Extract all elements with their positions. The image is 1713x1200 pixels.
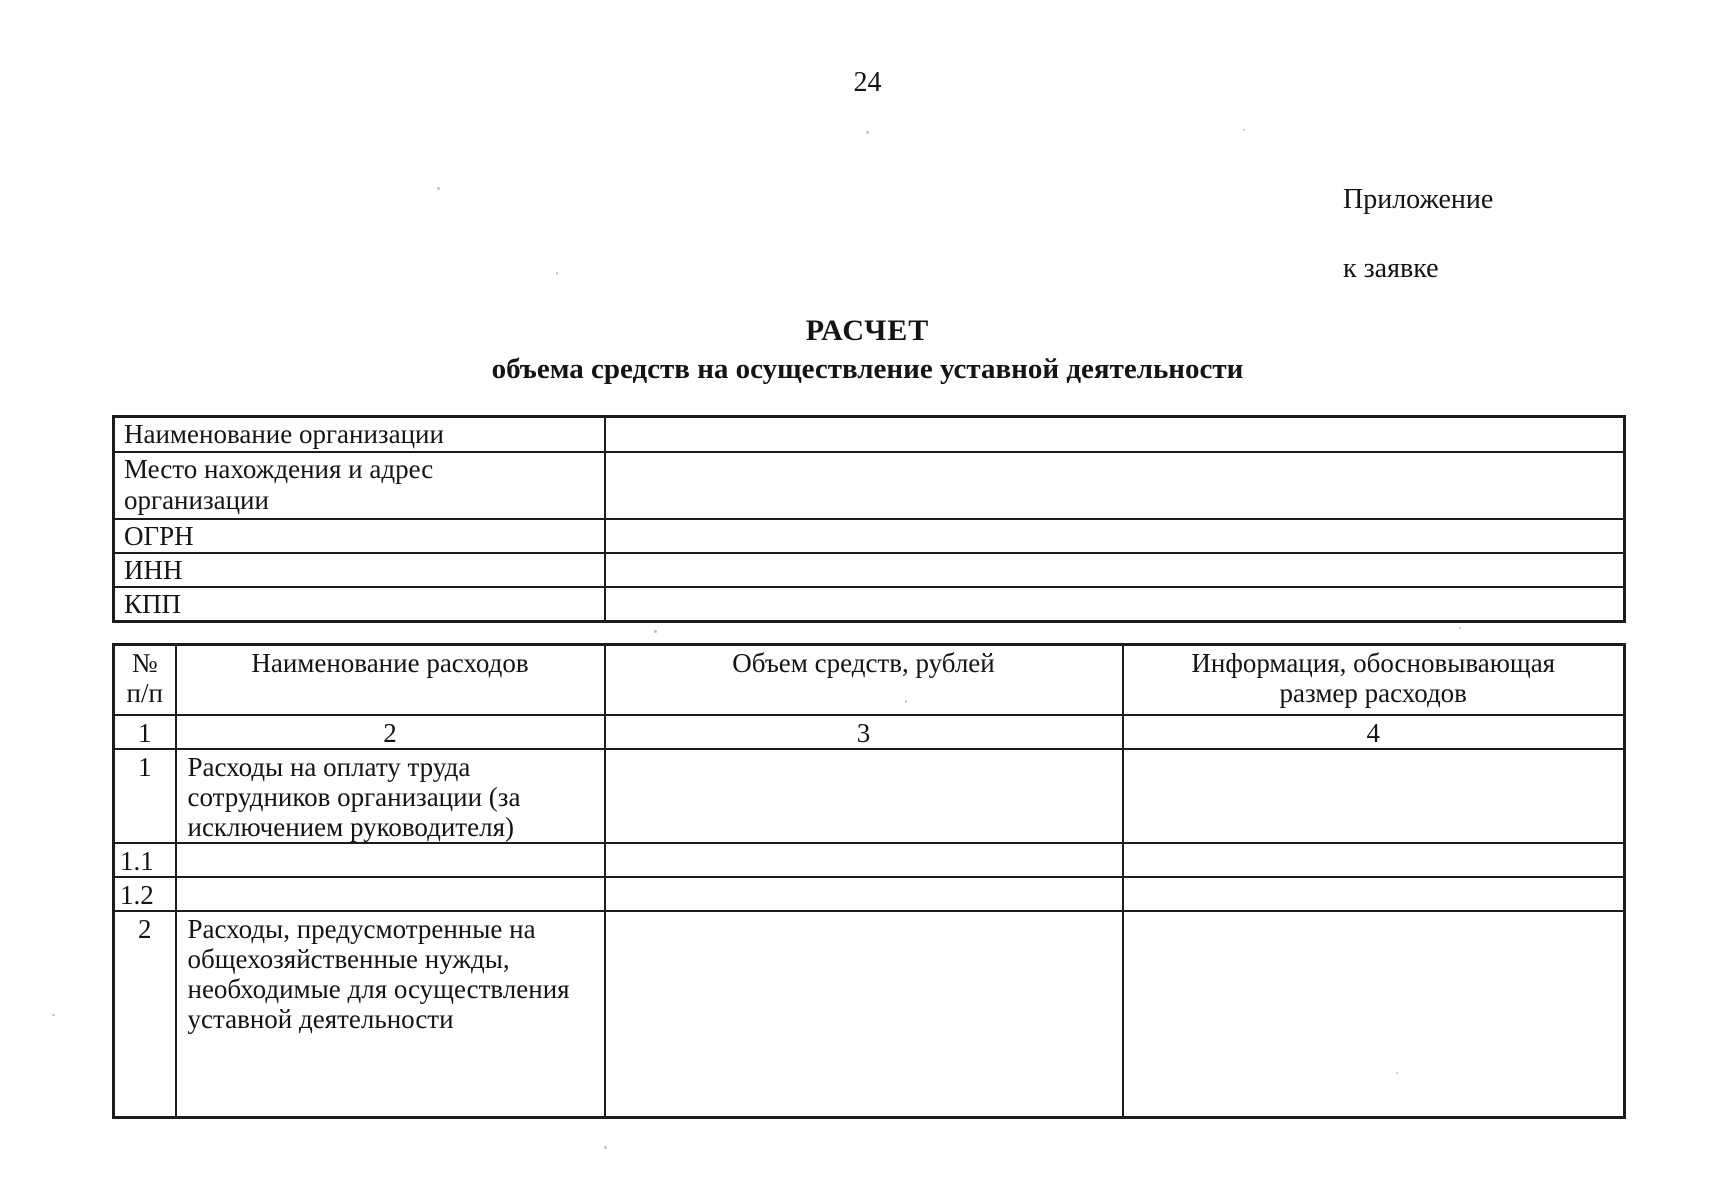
org-name-value-cell: [605, 417, 1625, 452]
header-amount: Объем средств, рублей: [605, 645, 1123, 715]
org-kpp-row: [114, 587, 1625, 622]
amount-cell: [605, 877, 1123, 911]
expense-name-cell: [176, 843, 605, 877]
org-address-label: Место нахождения и адрес организации: [114, 452, 605, 519]
header-justification: Информация, обосновывающая размер расходов: [1123, 645, 1625, 715]
org-kpp-label: КПП: [114, 587, 605, 622]
org-ogrn-value-cell: [605, 519, 1625, 553]
header-row-number: № п/п: [114, 645, 176, 715]
justification-cell: [1123, 843, 1625, 877]
row-number-cell: 1.1: [114, 843, 176, 877]
expense-name-cell: Расходы на оплату труда сотрудников организации (за исключением руководителя): [176, 749, 605, 843]
column-number-3: 3: [605, 715, 1123, 749]
appendix-label: Приложение: [1343, 184, 1494, 215]
scan-speck: [437, 187, 440, 190]
amount-cell: [605, 843, 1123, 877]
expense-row-1: [114, 749, 1625, 843]
expense-row-2: [114, 911, 1625, 1118]
expense-name-cell: Расходы, предусмотренные на общехозяйственные нужды, необходимые для осуществления уставной деятельности: [176, 911, 605, 1118]
org-name-label: Наименование организации: [114, 417, 605, 452]
scan-speck: [905, 700, 907, 703]
justification-cell: [1123, 877, 1625, 911]
scan-speck: [1459, 627, 1461, 629]
expenses-header-row: [114, 645, 1625, 715]
org-name-row: [114, 417, 1625, 452]
document-subtitle: объема средств на осуществление уставной деятельности: [491, 353, 1244, 385]
page-number: 24: [853, 67, 882, 98]
org-address-row: [114, 452, 1625, 519]
appendix-block: [1343, 183, 1493, 285]
expense-name-cell: [176, 877, 605, 911]
column-number-2: 2: [176, 715, 605, 749]
scan-speck: [556, 272, 558, 275]
scan-speck: [1243, 129, 1245, 131]
scan-speck: [1396, 1072, 1398, 1074]
scan-speck: [52, 1014, 55, 1016]
document-title: РАСЧЕТ: [805, 314, 930, 347]
org-ogrn-label: ОГРН: [114, 519, 605, 553]
org-inn-label: ИНН: [114, 553, 605, 587]
scan-speck: [604, 1146, 607, 1149]
appendix-target: к заявке: [1343, 253, 1439, 284]
org-inn-value-cell: [605, 553, 1625, 587]
expenses-table: [112, 643, 1626, 1119]
expense-row-1-1: [114, 843, 1625, 877]
row-number-cell: 1: [114, 749, 176, 843]
org-inn-row: [114, 553, 1625, 587]
amount-cell: [605, 911, 1123, 1118]
org-kpp-value-cell: [605, 587, 1625, 622]
org-ogrn-row: [114, 519, 1625, 553]
scan-speck: [866, 131, 869, 134]
organization-table: [112, 415, 1626, 623]
column-numbers-row: [114, 715, 1625, 749]
row-number-cell: 1.2: [114, 877, 176, 911]
justification-cell: [1123, 911, 1625, 1118]
scan-speck: [654, 630, 657, 633]
row-number-cell: 2: [114, 911, 176, 1118]
expense-row-1-2: [114, 877, 1625, 911]
title-block: [112, 311, 1623, 389]
justification-cell: [1123, 749, 1625, 843]
amount-cell: [605, 749, 1123, 843]
column-number-1: 1: [114, 715, 176, 749]
header-expense-name: Наименование расходов: [176, 645, 605, 715]
org-address-value-cell: [605, 452, 1625, 519]
column-number-4: 4: [1123, 715, 1625, 749]
